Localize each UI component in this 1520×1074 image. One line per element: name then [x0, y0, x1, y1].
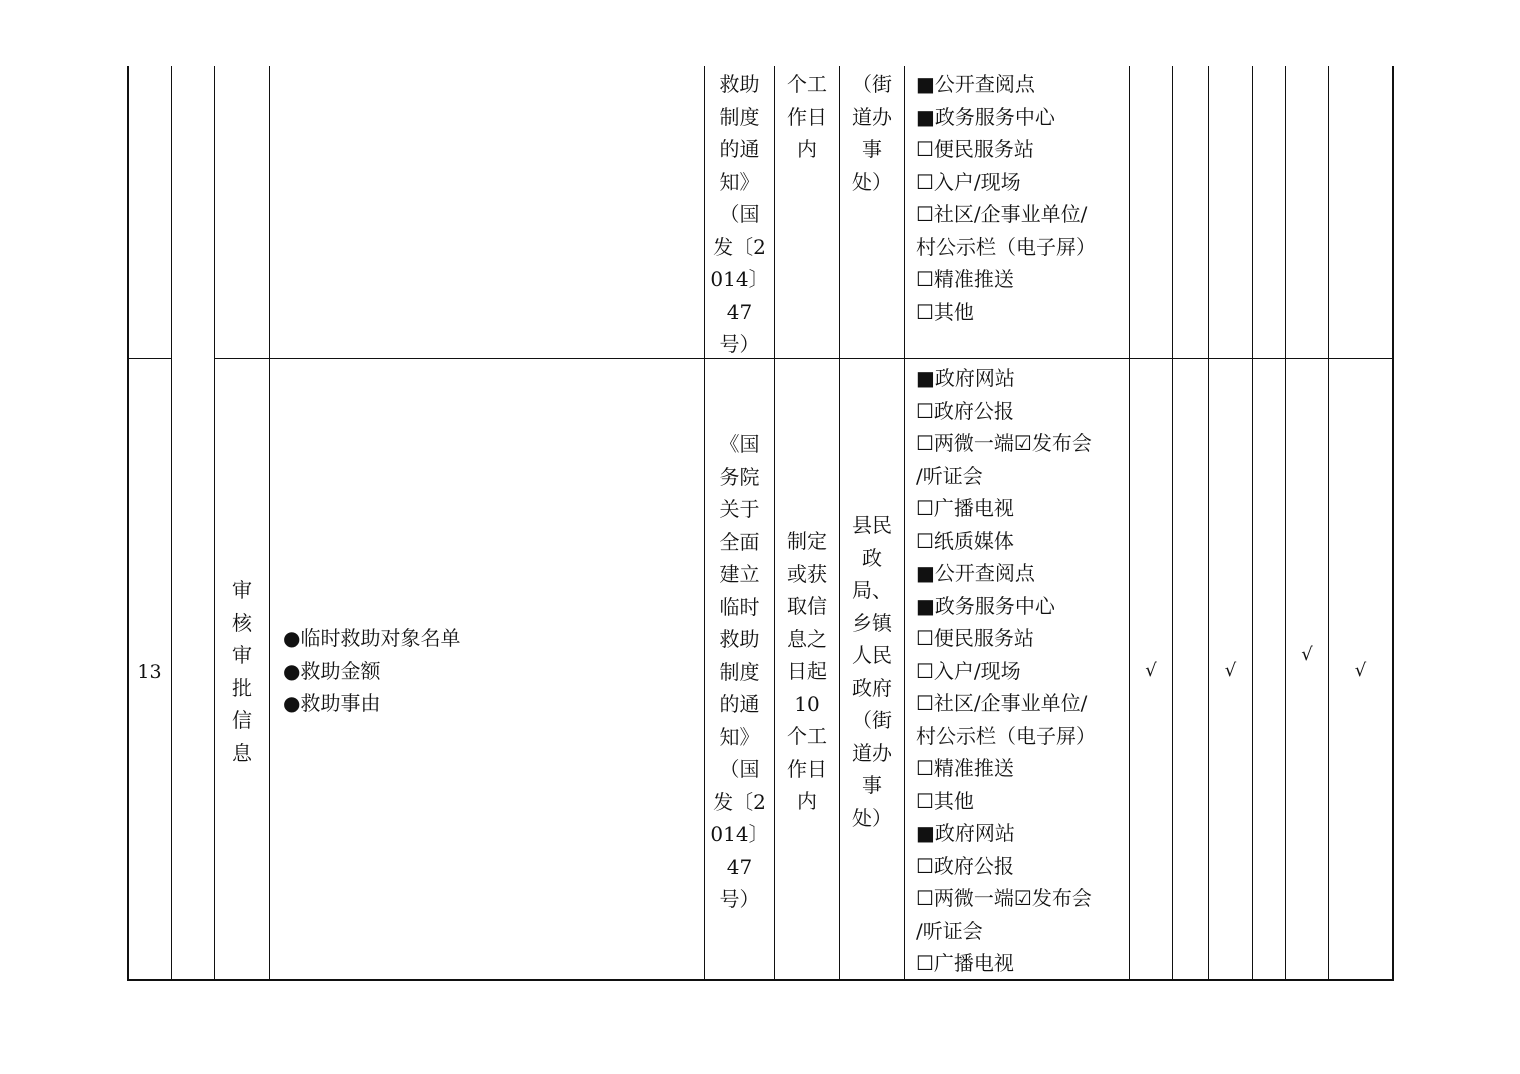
check-mark: √: [1145, 660, 1157, 681]
channel-option: ☐其他: [916, 299, 974, 324]
channels-list: [916, 362, 1126, 980]
channel-option: ☐两微一端☑发布会: [916, 886, 1092, 910]
column-divider: [1172, 66, 1173, 980]
continued-channels-list: [916, 68, 1126, 328]
continued-time-limit-text: 个工 作日 内: [787, 72, 827, 161]
check-mark: √: [1224, 660, 1237, 681]
time-limit-text: 制定 或获 取信 息之 日起 10 个工 作日 内: [787, 529, 827, 813]
disclosure-item: ●临时救助对象名单: [283, 626, 461, 650]
continued-basis-text: 救助 制度 的通 知》 （国 发〔2 014〕 47 号）: [710, 72, 769, 356]
channel-option: ■政务服务中心: [916, 593, 1055, 618]
channel-option: ☐政府公报: [916, 398, 1014, 423]
subject-text: 县民 政 局、 乡镇 人民 政府 （街 道办 事 处）: [852, 513, 892, 830]
column-divider: [1208, 66, 1209, 980]
check-mark: √: [1301, 644, 1313, 665]
channel-option: ☐精准推送: [916, 756, 1014, 780]
row-divider: [127, 358, 171, 359]
channel-option: ☐其他: [916, 788, 974, 813]
channel-option: ☐社区/企事业单位/: [916, 202, 1088, 226]
channel-option: ☐纸质媒体: [916, 528, 1014, 553]
channel-option: ☐广播电视: [916, 951, 1014, 975]
channel-option: ■政府网站: [916, 366, 1015, 390]
channel-option: ■公开查阅点: [916, 72, 1035, 96]
column-divider: [774, 66, 775, 980]
column-divider: [904, 66, 905, 980]
channel-option: ☐政府公报: [916, 853, 1014, 878]
row-divider: [214, 358, 1393, 359]
continued-subject-text: （街 道办 事 处）: [852, 72, 892, 194]
column-divider: [269, 66, 270, 980]
channel-option: ■公开查阅点: [916, 561, 1035, 585]
category-text: 审 核 审 批 信 息: [232, 578, 252, 765]
channel-option: ☐社区/企事业单位/: [916, 691, 1088, 715]
disclosure-item: ●救助事由: [283, 691, 381, 715]
channel-option: ☐便民服务站: [916, 626, 1034, 650]
disclosure-item: ●救助金额: [283, 658, 381, 683]
channel-option: ■政务服务中心: [916, 104, 1055, 129]
channel-option: /听证会: [916, 918, 983, 943]
column-divider: [1129, 66, 1130, 980]
column-divider: [1252, 66, 1253, 980]
channel-option: ☐入户/现场: [916, 658, 1021, 683]
column-divider: [1285, 66, 1286, 980]
channel-option: ☐便民服务站: [916, 137, 1034, 161]
channel-option: /听证会: [916, 463, 983, 488]
disclosure-items-list: [283, 622, 693, 720]
basis-text: 《国 务院 关于 全面 建立 临时 救助 制度 的通 知》 （国 发〔2 014〕 47 号）: [710, 432, 769, 911]
channel-option: ☐两微一端☑发布会: [916, 431, 1092, 455]
table-border-right: [1392, 66, 1394, 980]
table-border-bottom: [127, 979, 1394, 981]
column-divider: [214, 66, 215, 980]
channel-option: ☐精准推送: [916, 267, 1014, 291]
channel-option: 村公示栏（电子屏）: [916, 234, 1096, 259]
channel-option: ☐入户/现场: [916, 169, 1021, 194]
column-divider: [1328, 66, 1329, 980]
table-border-left: [127, 66, 129, 980]
channel-option: ☐广播电视: [916, 496, 1014, 520]
row-number: 13: [137, 661, 162, 683]
channel-option: 村公示栏（电子屏）: [916, 723, 1096, 748]
column-divider: [171, 66, 172, 980]
check-mark: √: [1354, 660, 1367, 681]
channel-option: ■政府网站: [916, 821, 1015, 845]
